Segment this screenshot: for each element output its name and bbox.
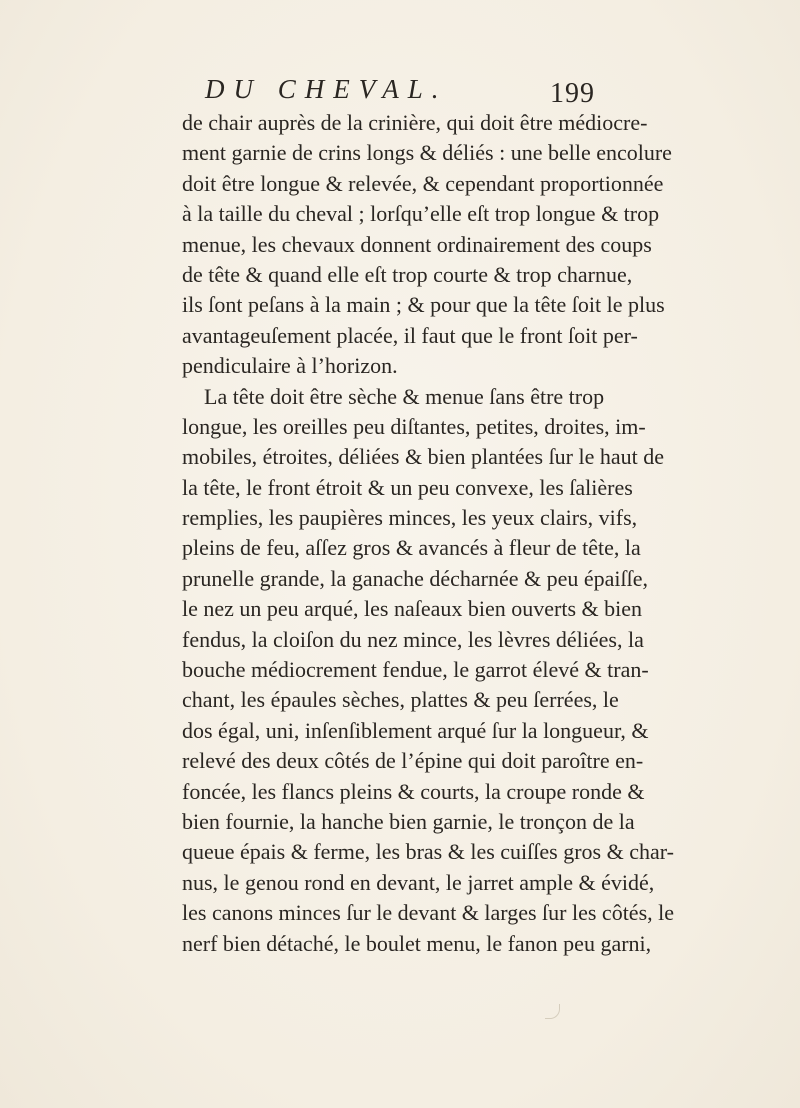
text-line: le nez un peu arqué, les naſeaux bien ouverts & bien: [182, 596, 643, 622]
text-line: la tête, le front étroit & un peu convexe, les ſalières: [182, 474, 633, 500]
text-line: les canons minces ſur le devant & larges ſur les côtés, le: [182, 900, 675, 926]
text-line: fendus, la cloiſon du nez mince, les lèvres déliées, la: [182, 626, 644, 652]
text-line: prunelle grande, la ganache décharnée & peu épaiſſe,: [182, 565, 649, 591]
text-line: doit être longue & relevée, & cependant proportionnée: [182, 170, 664, 196]
text-line: nerf bien détaché, le boulet menu, le fanon peu garni,: [182, 930, 652, 956]
text-line: nus, le genou rond en devant, le jarret ample & évidé,: [182, 869, 655, 895]
text-line: chant, les épaules sèches, plattes & peu ſerrées, le: [182, 687, 619, 713]
paragraph-start-line: La tête doit être sèche & menue ſans être trop: [204, 383, 605, 409]
text-line: de tête & quand elle eſt trop courte & trop charnue,: [182, 261, 633, 287]
text-line: avantageuſement placée, il faut que le front ſoit per-: [182, 322, 638, 348]
text-line: pendiculaire à l’horizon.: [182, 353, 398, 379]
text-line: ment garnie de crins longs & déliés : une belle encolure: [182, 140, 672, 166]
paper-mark: [545, 1004, 560, 1019]
text-line: foncée, les flancs pleins & courts, la croupe ronde &: [182, 778, 645, 804]
text-line: pleins de feu, aſſez gros & avancés à fleur de tête, la: [182, 535, 641, 561]
text-line: remplies, les paupières minces, les yeux clairs, vifs,: [182, 505, 638, 531]
text-line: longue, les oreilles peu diſtantes, petites, droites, im-: [182, 413, 646, 439]
text-line: dos égal, uni, inſenſiblement arqué ſur la longueur, &: [182, 717, 649, 743]
text-line: bouche médiocrement fendue, le garrot élevé & tran-: [182, 657, 649, 683]
text-line: queue épais & ferme, les bras & les cuiſſes gros & char-: [182, 839, 674, 865]
body-text: [182, 108, 675, 959]
text-line: bien fournie, la hanche bien garnie, le tronçon de la: [182, 808, 635, 834]
page-number: 199: [550, 78, 595, 109]
running-title: DU CHEVAL.: [205, 74, 448, 104]
text-line: mobiles, étroites, déliées & bien plantées ſur le haut de: [182, 444, 665, 470]
text-line: à la taille du cheval ; lorſqu’elle eſt trop longue & trop: [182, 201, 660, 227]
text-line: relevé des deux côtés de l’épine qui doit paroître en-: [182, 748, 644, 774]
text-line: ils ſont peſans à la main ; & pour que la tête ſoit le plus: [182, 292, 665, 318]
text-line: de chair auprès de la crinière, qui doit être médiocre-: [182, 110, 648, 135]
text-line: menue, les chevaux donnent ordinairement des coups: [182, 231, 652, 257]
